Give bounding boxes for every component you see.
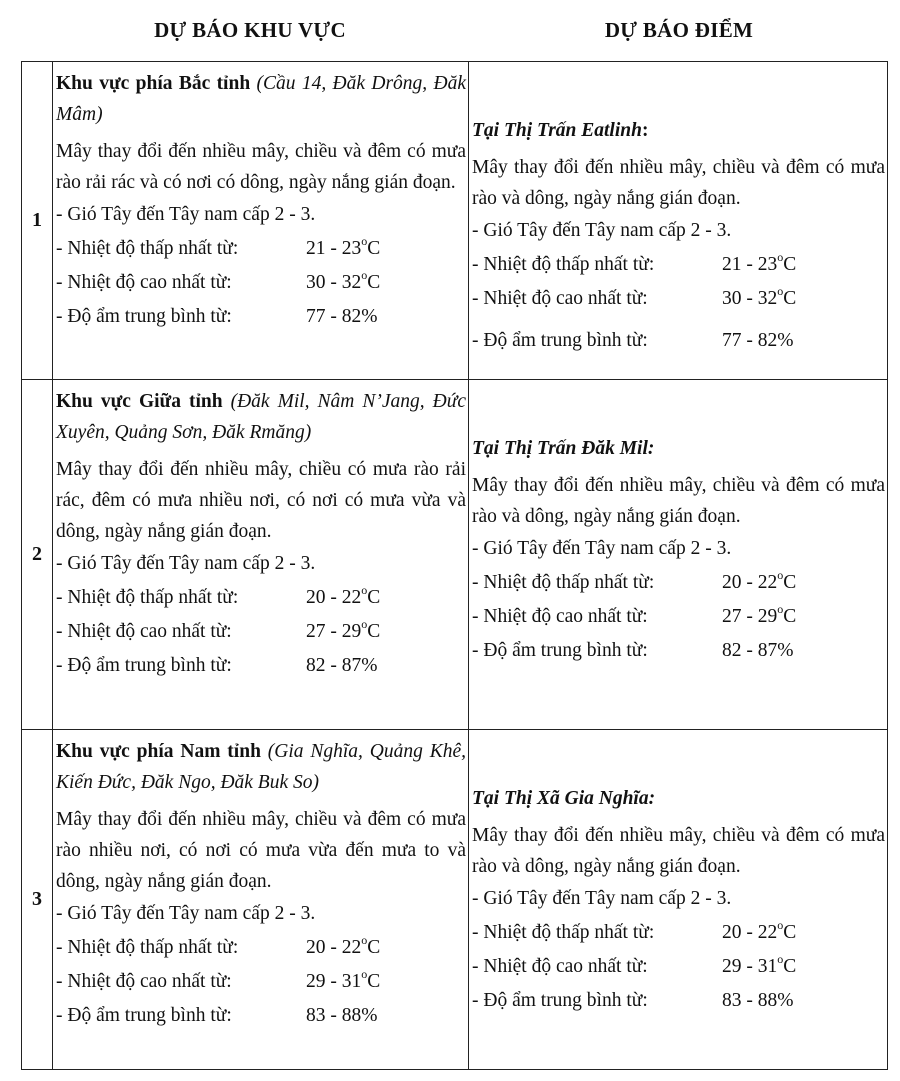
temp-min-label: - Nhiệt độ thấp nhất từ: xyxy=(472,254,655,275)
humidity-value: 82 - 87% xyxy=(306,655,378,676)
table-header xyxy=(0,0,900,62)
temp-min-line xyxy=(56,232,466,266)
humidity-label: - Độ ẩm trung bình từ: xyxy=(472,330,648,351)
wind-line: - Gió Tây đến Tây nam cấp 2 - 3. xyxy=(472,888,732,909)
area-title xyxy=(56,68,466,130)
area-districts: (Đăk Mil, Nâm N’Jang, Đức Xuyên, Quảng Sơn, Đăk Rmăng) xyxy=(56,391,466,443)
temp-min-value: 20 - 22$^o$C xyxy=(306,932,381,958)
humidity-label: - Độ ẩm trung bình từ: xyxy=(56,306,232,327)
point-description: Mây thay đổi đến nhiều mây, chiều và đêm có mưa rào và dông, ngày nắng gián đoạn. xyxy=(472,825,885,877)
temp-max-value: 30 - 32$^o$C xyxy=(306,267,381,293)
humidity-value: 83 - 88% xyxy=(722,990,794,1011)
temp-min-value: 21 - 23$^o$C xyxy=(306,233,381,259)
temp-min-label: - Nhiệt độ thấp nhất từ: xyxy=(56,238,239,259)
point-description: Mây thay đổi đến nhiều mây, chiều và đêm có mưa rào và dông, ngày nắng gián đoạn. xyxy=(472,157,885,209)
area-districts: (Cầu 14, Đăk Drông, Đăk Mâm) xyxy=(56,73,466,125)
area-title xyxy=(56,736,466,798)
temp-max-label: - Nhiệt độ cao nhất từ: xyxy=(56,272,232,293)
humidity-line xyxy=(56,999,466,1033)
header-point-forecast: DỰ BÁO ĐIỂM xyxy=(604,18,754,42)
temp-min-label: - Nhiệt độ thấp nhất từ: xyxy=(472,572,655,593)
area-description: Mây thay đổi đến nhiều mây, chiều và đêm có mưa rào rải rác và có nơi có dông, ngày nắng gián đoạn. xyxy=(56,141,466,193)
table-row xyxy=(22,380,888,730)
wind-line: - Gió Tây đến Tây nam cấp 2 - 3. xyxy=(472,538,732,559)
area-forecast-cell xyxy=(53,62,469,380)
wind-line: - Gió Tây đến Tây nam cấp 2 - 3. xyxy=(56,553,316,574)
temp-max-label: - Nhiệt độ cao nhất từ: xyxy=(472,288,648,309)
area-forecast-cell xyxy=(53,730,469,1070)
temp-max-value: 30 - 32$^o$C xyxy=(722,283,797,309)
temp-min-value: 20 - 22$^o$C xyxy=(722,567,797,593)
temp-min-line xyxy=(472,566,885,600)
temp-min-line xyxy=(56,581,466,615)
temp-max-value: 29 - 31$^o$C xyxy=(306,966,381,992)
temp-max-line xyxy=(472,282,885,316)
point-title: Tại Thị Trấn Eatlinh: xyxy=(472,120,649,141)
point-title: Tại Thị Xã Gia Nghĩa: xyxy=(472,788,656,809)
point-title: Tại Thị Trấn Đăk Mil: xyxy=(472,438,655,459)
row-index: 1 xyxy=(22,62,53,380)
point-forecast-cell xyxy=(469,730,888,1070)
temp-max-label: - Nhiệt độ cao nhất từ: xyxy=(472,606,648,627)
humidity-line xyxy=(56,649,466,683)
area-description: Mây thay đổi đến nhiều mây, chiều và đêm có mưa rào nhiều nơi, có nơi có mưa vừa đến mưa to và dông, ngày nắng gián đoạn. xyxy=(56,809,466,892)
wind-line: - Gió Tây đến Tây nam cấp 2 - 3. xyxy=(56,204,316,225)
area-forecast-cell xyxy=(53,380,469,730)
temp-max-line xyxy=(472,600,885,634)
forecast-table xyxy=(21,61,888,1070)
humidity-label: - Độ ẩm trung bình từ: xyxy=(56,655,232,676)
point-forecast-cell xyxy=(469,62,888,380)
row-index: 2 xyxy=(22,380,53,730)
temp-max-label: - Nhiệt độ cao nhất từ: xyxy=(56,621,232,642)
temp-min-label: - Nhiệt độ thấp nhất từ: xyxy=(56,587,239,608)
area-name: Khu vực phía Nam tỉnh xyxy=(56,741,261,762)
humidity-value: 82 - 87% xyxy=(722,640,794,661)
table-row xyxy=(22,730,888,1070)
temp-max-label: - Nhiệt độ cao nhất từ: xyxy=(56,971,232,992)
wind-line: - Gió Tây đến Tây nam cấp 2 - 3. xyxy=(56,903,316,924)
temp-max-value: 29 - 31$^o$C xyxy=(722,951,797,977)
temp-max-line xyxy=(56,615,466,649)
humidity-value: 77 - 82% xyxy=(722,330,794,351)
temp-min-line xyxy=(472,916,885,950)
area-title xyxy=(56,386,466,448)
temp-max-line xyxy=(472,950,885,984)
temp-min-line xyxy=(56,931,466,965)
temp-max-line xyxy=(56,965,466,999)
humidity-label: - Độ ẩm trung bình từ: xyxy=(472,990,648,1011)
temp-min-value: 21 - 23$^o$C xyxy=(722,249,797,275)
humidity-line xyxy=(56,300,466,334)
humidity-label: - Độ ẩm trung bình từ: xyxy=(56,1005,232,1026)
table-row xyxy=(22,62,888,380)
point-forecast-cell xyxy=(469,380,888,730)
temp-min-value: 20 - 22$^o$C xyxy=(722,917,797,943)
row-index: 3 xyxy=(22,730,53,1070)
header-area-forecast: DỰ BÁO KHU VỰC xyxy=(154,18,346,42)
humidity-value: 83 - 88% xyxy=(306,1005,378,1026)
temp-max-value: 27 - 29$^o$C xyxy=(722,601,797,627)
wind-line: - Gió Tây đến Tây nam cấp 2 - 3. xyxy=(472,220,732,241)
point-description: Mây thay đổi đến nhiều mây, chiều và đêm có mưa rào và dông, ngày nắng gián đoạn. xyxy=(472,475,885,527)
temp-min-value: 20 - 22$^o$C xyxy=(306,582,381,608)
temp-min-label: - Nhiệt độ thấp nhất từ: xyxy=(472,922,655,943)
humidity-line xyxy=(472,324,885,358)
temp-max-label: - Nhiệt độ cao nhất từ: xyxy=(472,956,648,977)
area-districts: (Gia Nghĩa, Quảng Khê, Kiến Đức, Đăk Ngo, Đăk Buk So) xyxy=(56,741,467,793)
temp-min-label: - Nhiệt độ thấp nhất từ: xyxy=(56,937,239,958)
area-description: Mây thay đổi đến nhiều mây, chiều có mưa rào rải rác, đêm có mưa nhiều nơi, có nơi có mưa vừa và dông, ngày nắng gián đoạn. xyxy=(56,459,466,542)
humidity-label: - Độ ẩm trung bình từ: xyxy=(472,640,648,661)
humidity-line xyxy=(472,634,885,668)
temp-max-line xyxy=(56,266,466,300)
humidity-line xyxy=(472,984,885,1018)
temp-min-line xyxy=(472,248,885,282)
humidity-value: 77 - 82% xyxy=(306,306,378,327)
area-name: Khu vực phía Bắc tỉnh xyxy=(56,73,251,94)
temp-max-value: 27 - 29$^o$C xyxy=(306,616,381,642)
area-name: Khu vực Giữa tỉnh xyxy=(56,391,223,412)
